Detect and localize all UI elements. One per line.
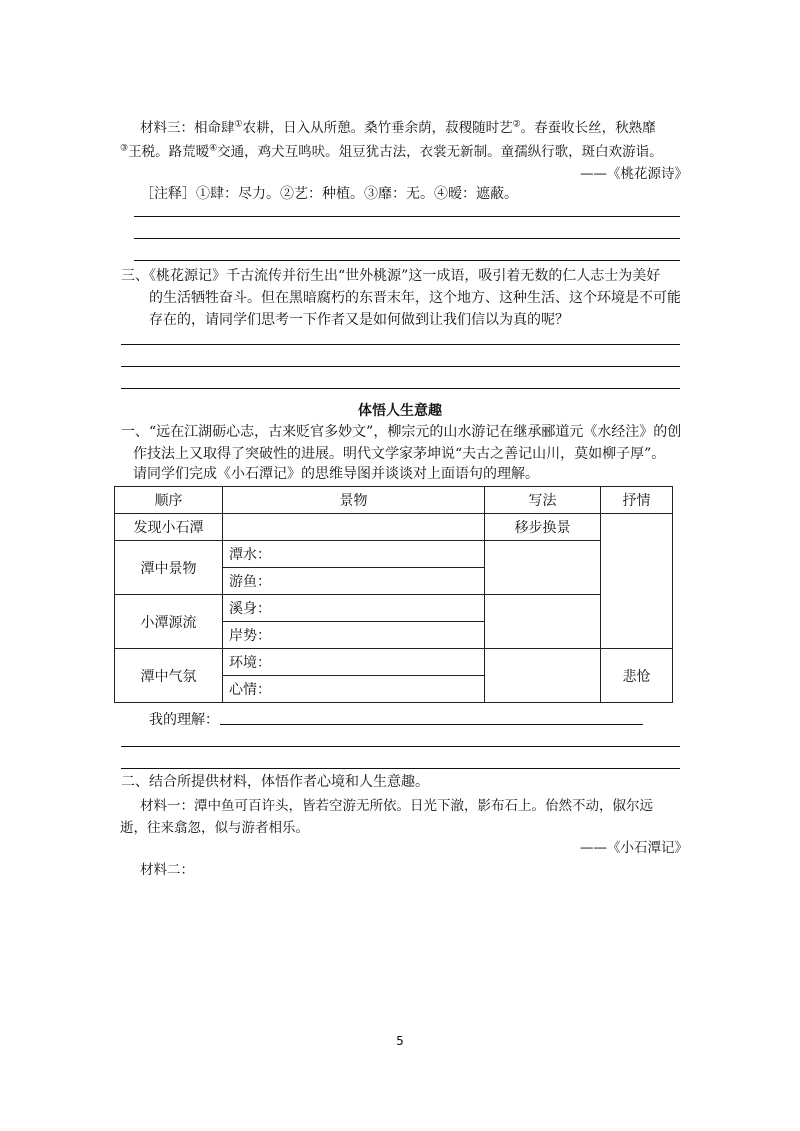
material1-line1: 材料一：潭中鱼可百许头，皆若空游无所依。日光下澈，影布石上。佁然不动，俶尔远 <box>140 798 653 814</box>
footnote-marker-3: ③ <box>120 143 129 154</box>
table-row <box>115 595 673 622</box>
table-header-row <box>115 487 673 514</box>
header-scenery: 景物 <box>223 487 485 514</box>
material3-line2-b: 交通，鸡犬互鸣吠。俎豆犹古法，衣裳无新制。童孺纵行歌，斑白欢游诣。 <box>217 144 663 160</box>
material3-line1-b: 农耕，日入从所憩。桑竹垂余荫，菽稷随时艺 <box>242 120 513 136</box>
footnote-marker-2: ② <box>512 119 521 130</box>
material1-line2: 逝，往来翕忽，似与游者相乐。 <box>120 820 309 836</box>
question3-line3: 存在的，请同学们思考一下作者又是如何做到让我们信以为真的呢？ <box>149 312 569 328</box>
question2-line1: 二、结合所提供材料，体悟作者心境和人生意趣。 <box>121 774 429 790</box>
row-order-cell: 潭中景物 <box>115 541 223 595</box>
answer-line[interactable] <box>121 388 680 389</box>
material3-source: ——《桃花源诗》 <box>580 166 688 182</box>
scenery-cell[interactable]: 心情： <box>223 676 485 703</box>
answer-line[interactable] <box>121 344 680 345</box>
row-order-cell: 发现小石潭 <box>115 514 223 541</box>
footnote-marker-1: ① <box>234 119 243 130</box>
answer-line[interactable] <box>134 238 680 239</box>
answer-line[interactable] <box>121 768 680 769</box>
footnote-marker-4: ④ <box>209 143 218 154</box>
material1-source: ——《小石潭记》 <box>580 840 688 856</box>
answer-line[interactable] <box>121 366 680 367</box>
header-order: 顺序 <box>115 487 223 514</box>
table-row <box>115 514 673 541</box>
question1-line1: 一、“远在江湖砺心志，古来贬官多妙文”，柳宗元的山水游记在继承郦道元《水经注》的创 <box>121 424 682 440</box>
page-number: 5 <box>396 1034 404 1048</box>
question3-line2: 的生活牺牲奋斗。但在黑暗腐朽的东晋末年，这个地方、这种生活、这个环境是不可能 <box>149 290 681 306</box>
table-row <box>115 649 673 676</box>
material3-line1-a: 材料三：相命肆 <box>140 120 235 136</box>
question1-line3: 请同学们完成《小石潭记》的思维导图并谈谈对上面语句的理解。 <box>133 466 539 482</box>
section-title: 体悟人生意趣 <box>358 403 442 419</box>
emotion-cell: 悲怆 <box>601 649 673 703</box>
row-order-cell: 潭中气氛 <box>115 649 223 703</box>
method-cell[interactable] <box>485 541 601 595</box>
material3-line1 <box>140 118 656 138</box>
scenery-cell[interactable]: 潭水： <box>223 541 485 568</box>
scenery-cell[interactable]: 岸势： <box>223 622 485 649</box>
header-emotion: 抒情 <box>601 487 673 514</box>
material3-line1-c: 。春蚕收长丝，秋熟靡 <box>520 120 656 136</box>
row-order-cell: 小潭源流 <box>115 595 223 649</box>
method-cell: 移步换景 <box>485 514 601 541</box>
answer-line[interactable] <box>134 216 680 217</box>
material3-line2 <box>120 142 663 162</box>
scenery-cell[interactable] <box>223 514 485 541</box>
table-row <box>115 541 673 568</box>
understanding-label: 我的理解： <box>149 712 219 728</box>
emotion-cell[interactable] <box>601 514 673 649</box>
method-cell[interactable] <box>485 595 601 649</box>
mindmap-table <box>114 486 673 703</box>
header-method: 写法 <box>485 487 601 514</box>
material3-notes: ［注释］①肆：尽力。②艺：种植。③靡：无。④暧：遮蔽。 <box>140 186 518 202</box>
question1-line2: 作技法上又取得了突破性的进展。明代文学家茅坤说“夫古之善记山川，莫如柳子厚”。 <box>133 446 666 462</box>
method-cell[interactable] <box>485 649 601 703</box>
question3-line1: 三、《桃花源记》千古流传并衍生出“世外桃源”这一成语，吸引着无数的仁人志士为美好 <box>121 268 661 284</box>
material2-label: 材料二： <box>140 862 194 878</box>
answer-line[interactable] <box>220 724 643 725</box>
answer-line[interactable] <box>121 746 680 747</box>
material3-line2-a: 王税。路荒暧 <box>128 144 210 160</box>
scenery-cell[interactable]: 环境： <box>223 649 485 676</box>
scenery-cell[interactable]: 游鱼： <box>223 568 485 595</box>
answer-line[interactable] <box>134 260 680 261</box>
scenery-cell[interactable]: 溪身： <box>223 595 485 622</box>
